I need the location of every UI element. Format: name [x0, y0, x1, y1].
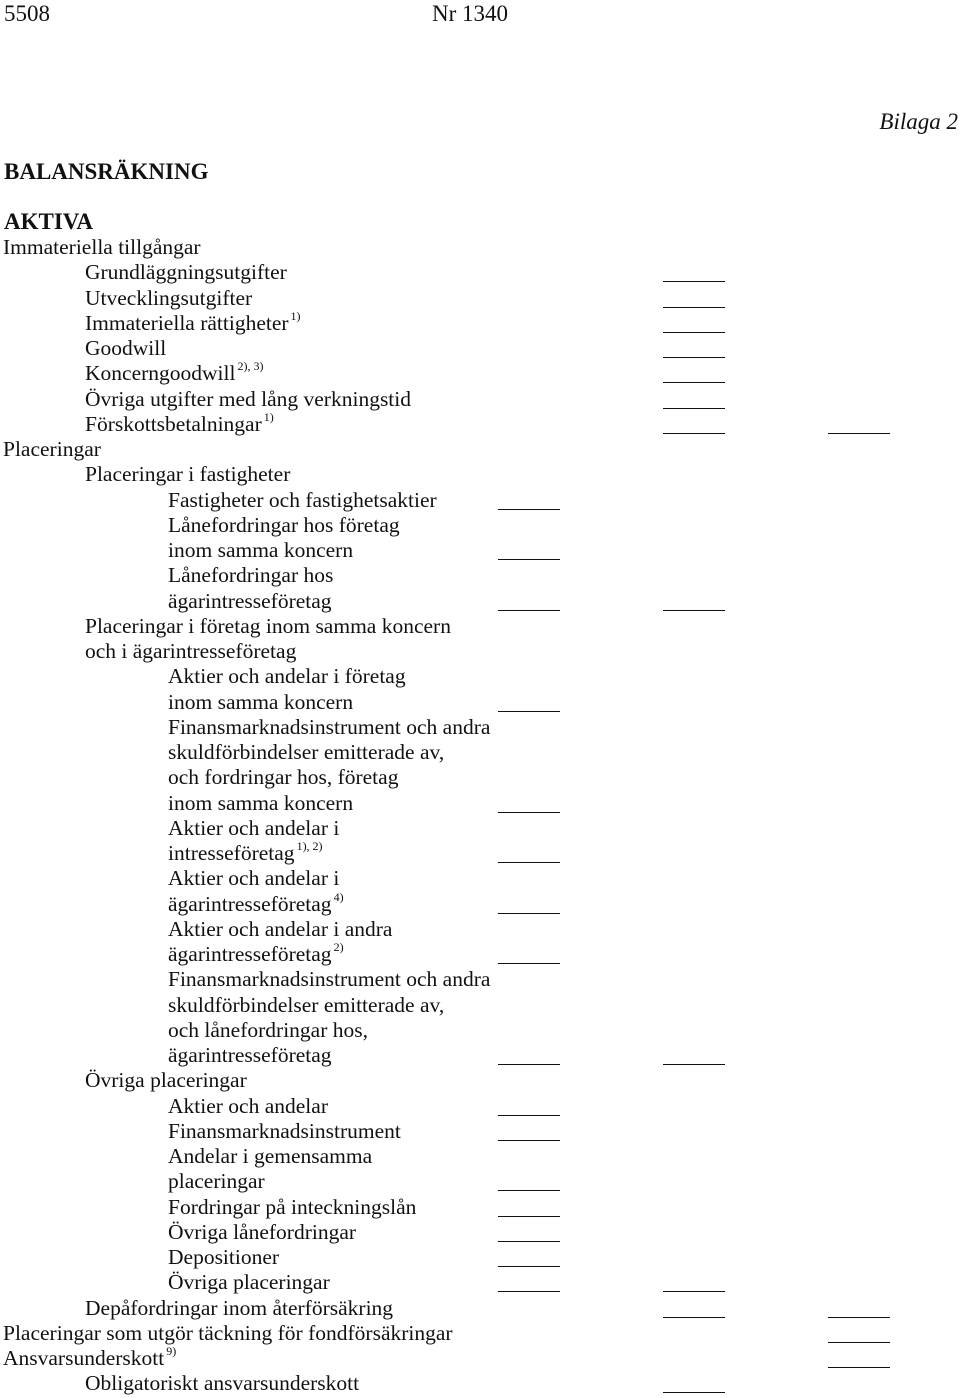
- balance-sheet-row: [0, 359, 960, 388]
- row-label-text: Immateriella tillgångar: [3, 235, 201, 259]
- balance-sheet-row: [0, 285, 960, 313]
- row-label: [168, 588, 332, 613]
- balance-sheet-row: [0, 1070, 960, 1095]
- balance-sheet-row: [0, 1272, 960, 1297]
- amount-blank-column-1: [498, 963, 560, 964]
- footnote-marker: 9): [166, 1344, 177, 1358]
- amount-blank-column-1: [498, 1190, 560, 1191]
- balance-sheet-row: [0, 666, 960, 691]
- row-label-text: Obligatoriskt ansvarsunderskott: [85, 1371, 360, 1396]
- balance-sheet-row: [0, 889, 960, 919]
- footnote-marker: 1): [290, 308, 301, 323]
- footnote-marker: 1): [263, 409, 274, 424]
- row-label-text: och lånefordringar hos,: [168, 1017, 368, 1042]
- row-label: [168, 742, 444, 764]
- row-label: [168, 689, 354, 714]
- row-label-text: Fordringar på inteckningslån: [168, 1194, 417, 1219]
- amount-blank-column-1: [498, 1241, 560, 1242]
- row-label-text: Depåfordringar inom återförsäkring: [85, 1295, 394, 1320]
- amount-blank-column-3: [828, 433, 890, 434]
- amount-blank-column-2: [663, 307, 725, 308]
- row-label-text: ägarintresseföretag: [168, 891, 332, 916]
- row-label-text: Immateriella rättigheter: [85, 310, 289, 335]
- balance-sheet-row: [0, 565, 960, 590]
- balance-sheet-row: [0, 714, 960, 742]
- balance-sheet-row: [0, 969, 960, 994]
- balance-sheet-row: [0, 512, 960, 540]
- balance-sheet-row: [0, 1247, 960, 1272]
- row-label: [85, 1070, 247, 1092]
- row-label: [3, 237, 201, 259]
- row-label: [3, 439, 101, 461]
- balance-sheet-row: [0, 386, 960, 414]
- amount-blank-column-2: [663, 1064, 725, 1065]
- balance-sheet-row: [0, 613, 960, 641]
- footnote-marker: 1), 2): [296, 839, 323, 853]
- balance-sheet-row: [0, 1344, 960, 1373]
- balance-sheet-row: [0, 689, 960, 717]
- balance-sheet-row: [0, 1194, 960, 1222]
- row-label: [168, 487, 437, 512]
- row-label-text: och fordringar hos, företag: [168, 765, 399, 790]
- footnote-marker: 2): [333, 940, 344, 954]
- row-label: [85, 359, 264, 386]
- row-label-text: Fastigheter och fastighetsaktier: [168, 487, 437, 512]
- row-label: [168, 1045, 332, 1067]
- row-label: [168, 1171, 265, 1193]
- amount-blank-column-2: [663, 281, 725, 282]
- balance-sheet-row: [0, 1118, 960, 1146]
- row-label-text: Aktier och andelar i: [168, 866, 340, 891]
- row-label: [168, 815, 340, 840]
- balance-sheet-row: [0, 487, 960, 515]
- row-label-text: Aktier och andelar i andra: [168, 916, 393, 941]
- row-label-text: Aktier och andelar: [168, 1093, 328, 1118]
- balance-sheet-row: [0, 1017, 960, 1045]
- row-label: [168, 1093, 328, 1118]
- row-label: [168, 1194, 417, 1219]
- amount-blank-column-1: [498, 1140, 560, 1141]
- balance-sheet-row: [0, 1146, 960, 1171]
- amount-blank-column-1: [498, 1216, 560, 1217]
- row-label-text: Placeringar i fastigheter: [85, 462, 291, 487]
- row-label-text: Depositioner: [168, 1245, 280, 1269]
- amount-blank-column-2: [663, 610, 725, 611]
- amount-blank-column-1: [498, 1266, 560, 1267]
- row-label-text: placeringar: [168, 1169, 265, 1194]
- row-label: [168, 969, 490, 991]
- row-label: [168, 1272, 330, 1294]
- row-label: [168, 868, 339, 890]
- row-label: [168, 1118, 401, 1143]
- row-label-text: inom samma koncern: [168, 538, 354, 562]
- row-label: [85, 285, 253, 310]
- row-label: [168, 839, 323, 865]
- balance-sheet-row: [0, 641, 960, 666]
- row-label: [85, 262, 287, 284]
- row-label-text: Lånefordringar hos företag: [168, 512, 400, 537]
- amount-blank-column-1: [498, 509, 560, 510]
- balance-sheet-row: [0, 439, 960, 464]
- row-label-text: Finansmarknadsinstrument och andra: [168, 967, 491, 992]
- row-label: [168, 1247, 279, 1269]
- footnote-marker: 4): [333, 889, 344, 904]
- balance-sheet-row: [0, 839, 960, 868]
- amount-blank-column-2: [663, 332, 725, 333]
- amount-blank-column-2: [663, 408, 725, 409]
- row-label-text: Placeringar: [3, 437, 101, 461]
- row-label: [85, 1295, 394, 1320]
- amount-blank-column-1: [498, 913, 560, 914]
- balance-sheet-row: [0, 262, 960, 287]
- balance-sheet-row: [0, 237, 960, 262]
- balance-sheet-row: [0, 409, 960, 439]
- balance-sheet-row: [0, 790, 960, 818]
- amount-blank-column-3: [828, 1342, 890, 1343]
- row-label-text: Lånefordringar hos: [168, 563, 334, 588]
- balance-sheet-row: [0, 940, 960, 969]
- balance-sheet-row: [0, 1045, 960, 1070]
- amount-blank-column-1: [498, 610, 560, 611]
- section-heading: AKTIVA: [4, 209, 94, 234]
- row-label: [85, 308, 301, 335]
- row-label: [168, 1146, 372, 1168]
- row-label-text: Finansmarknadsinstrument och andra: [168, 714, 491, 739]
- balance-sheet-row: [0, 464, 960, 489]
- balance-sheet-row: [0, 767, 960, 792]
- row-label-text: skuldförbindelser emitterade av,: [168, 740, 445, 764]
- amount-blank-column-3: [828, 1317, 890, 1318]
- row-label-text: Övriga placeringar: [168, 1270, 330, 1295]
- row-label: [168, 512, 400, 537]
- row-label: [168, 940, 344, 966]
- row-label: [168, 1017, 368, 1042]
- balance-sheet-row: [0, 1295, 960, 1323]
- row-label-text: Finansmarknadsinstrument: [168, 1118, 401, 1143]
- row-label-text: Övriga lånefordringar: [168, 1219, 357, 1244]
- row-label-text: Utvecklingsutgifter: [85, 285, 253, 310]
- amount-blank-column-2: [663, 433, 725, 434]
- row-label: [85, 464, 290, 486]
- amount-blank-column-1: [498, 1115, 560, 1116]
- row-label-text: ägarintresseföretag: [168, 1043, 332, 1067]
- row-label: [85, 641, 296, 663]
- amount-blank-column-2: [663, 382, 725, 383]
- row-label: [168, 916, 393, 941]
- row-label-text: Placeringar i företag inom samma koncern: [85, 613, 451, 638]
- balance-sheet-row: [0, 1219, 960, 1247]
- row-label-text: Förskottsbetalningar: [85, 411, 262, 436]
- page-number: 5508: [4, 1, 50, 26]
- row-label-text: Placeringar som utgör täckning för fondförsäkringar: [3, 1320, 453, 1345]
- row-label-text: och i ägarintresseföretag: [85, 639, 297, 663]
- row-label: [85, 386, 412, 411]
- row-label-text: Grundläggningsutgifter: [85, 260, 287, 285]
- amount-blank-column-2: [663, 357, 725, 358]
- footnote-marker: 2), 3): [237, 359, 264, 374]
- row-label-text: Övriga placeringar: [85, 1068, 247, 1093]
- row-label-text: skuldförbindelser emitterade av,: [168, 992, 445, 1017]
- row-label-text: Goodwill: [85, 336, 167, 360]
- row-label: [3, 1344, 177, 1370]
- amount-blank-column-1: [498, 1291, 560, 1292]
- page-title: BALANSRÄKNING: [4, 159, 209, 184]
- row-label: [85, 1373, 359, 1395]
- balance-sheet-row: [0, 1373, 960, 1398]
- balance-sheet-row: [0, 1171, 960, 1196]
- balance-sheet-row: [0, 308, 960, 338]
- row-label: [168, 767, 398, 789]
- amount-blank-column-1: [498, 559, 560, 560]
- document-number: Nr 1340: [432, 1, 509, 26]
- balance-sheet-row: [0, 540, 960, 565]
- amount-blank-column-2: [663, 1392, 725, 1393]
- row-label: [85, 409, 274, 436]
- row-label: [168, 1219, 357, 1244]
- row-label: [168, 992, 445, 1017]
- balance-sheet-row: [0, 338, 960, 363]
- amount-blank-column-1: [498, 711, 560, 712]
- row-label: [168, 714, 491, 739]
- row-label-text: inom samma koncern: [168, 689, 354, 714]
- amount-blank-column-2: [663, 1291, 725, 1292]
- row-label-text: Ansvarsunderskott: [3, 1346, 165, 1370]
- row-label: [168, 790, 354, 815]
- row-label: [3, 1320, 453, 1345]
- row-label-text: Andelar i gemensamma: [168, 1144, 373, 1168]
- amount-blank-column-1: [498, 1064, 560, 1065]
- row-label: [168, 889, 344, 916]
- appendix-label: Bilaga 2: [879, 109, 958, 134]
- balance-sheet-row: [0, 1093, 960, 1121]
- row-label-text: ägarintresseföretag: [168, 588, 332, 613]
- row-label: [168, 565, 333, 587]
- row-label: [168, 666, 406, 688]
- row-label-text: inom samma koncern: [168, 790, 354, 815]
- row-label-text: Övriga utgifter med lång verkningstid: [85, 386, 412, 411]
- amount-blank-column-1: [498, 862, 560, 863]
- balance-sheet-row: [0, 1320, 960, 1348]
- balance-sheet-row: [0, 815, 960, 843]
- balance-sheet-row: [0, 742, 960, 767]
- row-label-text: ägarintresseföretag: [168, 942, 332, 966]
- row-label: [168, 540, 353, 562]
- balance-sheet-row: [0, 916, 960, 944]
- row-label-text: intresseföretag: [168, 841, 295, 865]
- row-label: [85, 338, 166, 360]
- balance-sheet-row: [0, 868, 960, 893]
- amount-blank-column-2: [663, 1317, 725, 1318]
- balance-sheet-row: [0, 992, 960, 1020]
- row-label-text: Aktier och andelar i företag: [168, 664, 406, 689]
- row-label: [85, 613, 451, 638]
- amount-blank-column-3: [828, 1367, 890, 1368]
- balance-sheet-row: [0, 588, 960, 616]
- row-label-text: Aktier och andelar i: [168, 815, 340, 840]
- row-label-text: Koncerngoodwill: [85, 361, 236, 386]
- amount-blank-column-1: [498, 812, 560, 813]
